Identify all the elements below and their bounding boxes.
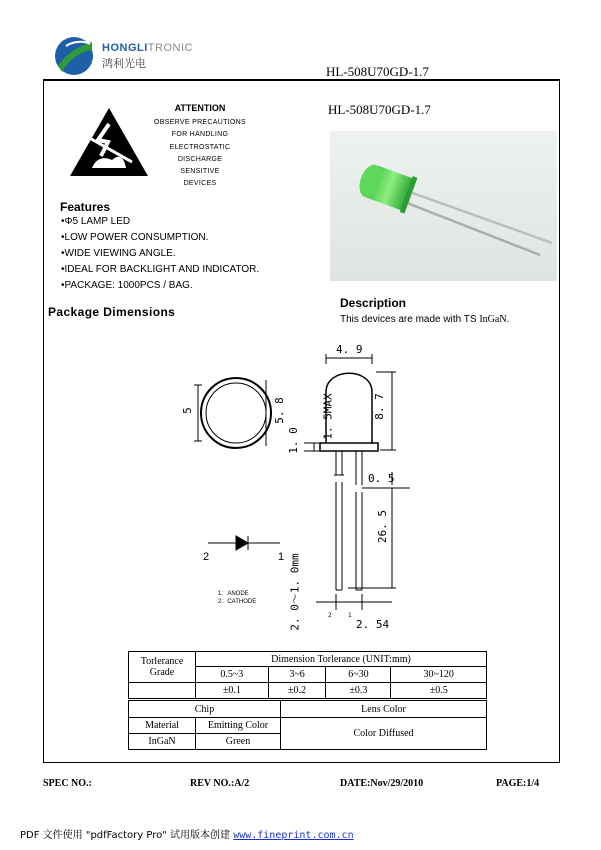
esd-line: OBSERVE PRECAUTIONS <box>154 119 246 126</box>
dim-tolerance-header: Dimension Torlerance (UNIT:mm) <box>196 652 487 667</box>
pin-legend <box>218 590 256 606</box>
chip-header: Chip <box>129 701 281 718</box>
esd-line: DISCHARGE <box>177 155 223 163</box>
range-cell: 0.5~3 <box>196 667 269 683</box>
tolerance-cell: ±0.1 <box>196 683 269 699</box>
range-cell: 30~120 <box>391 667 487 683</box>
logo-globe-icon <box>52 36 96 76</box>
pin-label-small-2: 2 <box>328 612 332 619</box>
schematic-pin-1: 1 <box>278 551 285 563</box>
dim-1-5max: 1. 5MAX <box>321 393 335 440</box>
dim-5: 5 <box>180 407 194 414</box>
tolerance-cell: ±0.3 <box>326 683 391 699</box>
material-value: InGaN <box>129 734 196 750</box>
material-label: Material <box>129 718 196 734</box>
esd-line: SENSITIVE <box>180 168 220 176</box>
footer-spec-no: SPEC NO.: <box>43 778 92 789</box>
watermark-link[interactable]: www.fineprint.com.cn <box>233 830 354 841</box>
package-dimensions-heading: Package Dimensions <box>48 305 176 319</box>
emitting-label: Emitting Color <box>196 718 281 734</box>
feature-item: •LOW POWER CONSUMPTION. <box>61 232 209 243</box>
watermark-text: PDF 文件使用 "pdfFactory Pro" 试用版本创建 <box>20 830 234 841</box>
dim-lead-range: 2. 0～1. 0mm <box>288 553 302 631</box>
feature-item: •WIDE VIEWING ANGLE. <box>61 248 176 259</box>
dim-26-5: 26. 5 <box>376 509 390 544</box>
lens-header: Lens Color <box>281 701 487 718</box>
description-prefix: This devices are made with TS <box>340 314 480 325</box>
description-suffix: . <box>506 314 510 325</box>
footer-rev-no: REV NO.:A/2 <box>190 778 250 789</box>
legend-cathode: 2：CATHODE <box>218 599 257 605</box>
dim-4-9: 4. 9 <box>336 343 363 356</box>
green-led-photo <box>330 131 557 281</box>
top-view-outer <box>201 378 271 448</box>
tolerance-cell: ±0.5 <box>391 683 487 699</box>
tolerance-table <box>128 651 487 699</box>
tolerance-grade-cell <box>129 652 196 683</box>
tolerance-cell: ±0.2 <box>268 683 326 699</box>
product-title: HL-508U70GD-1.7 <box>328 102 431 117</box>
esd-warning <box>68 106 150 178</box>
esd-text <box>145 117 255 191</box>
esd-warning-icon <box>68 106 150 178</box>
product-photo <box>330 131 557 281</box>
schematic-pin-2: 2 <box>203 551 210 563</box>
feature-item: •IDEAL FOR BACKLIGHT AND INDICATOR. <box>61 264 260 275</box>
footer-page: PAGE:1/4 <box>496 778 540 789</box>
dim-0-5: 0. 5 <box>368 472 395 485</box>
pin-label-small-1: 1 <box>348 612 352 619</box>
header-part-number: HL-508U70GD-1.7 <box>326 64 429 79</box>
footer-date: DATE:Nov/29/2010 <box>340 778 424 789</box>
pdf-watermark <box>20 826 354 841</box>
dim-1-0: 1. 0 <box>286 427 300 454</box>
company-logo <box>52 36 96 76</box>
emitting-value: Green <box>196 734 281 750</box>
brand-light: TRONIC <box>147 42 193 54</box>
range-cell: 3~6 <box>268 667 326 683</box>
brand-chinese: 鸿利光电 <box>102 57 146 70</box>
brand-strong: HONGLI <box>102 42 148 54</box>
dim-2-54: 2. 54 <box>356 618 390 631</box>
dim-5-8: 5. 8 <box>272 397 286 424</box>
esd-line: DEVICES <box>183 180 217 188</box>
tolerance-label: Torlerance <box>140 656 184 667</box>
brand-name <box>102 42 193 54</box>
description-heading: Description <box>340 296 407 310</box>
features-list <box>61 214 259 294</box>
feature-item: •PACKAGE: 1000PCS / BAG. <box>61 280 193 291</box>
feature-item: •Φ5 LAMP LED <box>61 216 131 227</box>
dim-8-7: 8. 7 <box>372 393 386 420</box>
chip-lens-table <box>128 700 487 750</box>
top-view-inner <box>206 383 266 443</box>
range-cell: 6~30 <box>326 667 391 683</box>
grade-label: Grade <box>149 667 175 678</box>
features-heading: Features <box>60 200 111 214</box>
description-material: InGaN <box>479 314 507 325</box>
esd-title: ATTENTION <box>174 103 226 113</box>
esd-line: FOR HANDLING <box>171 131 229 139</box>
empty-cell <box>129 683 196 699</box>
lens-value: Color Diffused <box>281 718 487 750</box>
description-text <box>340 314 509 325</box>
legend-anode: 1：ANODE <box>218 591 249 597</box>
esd-line: ELECTROSTATIC <box>169 143 231 151</box>
